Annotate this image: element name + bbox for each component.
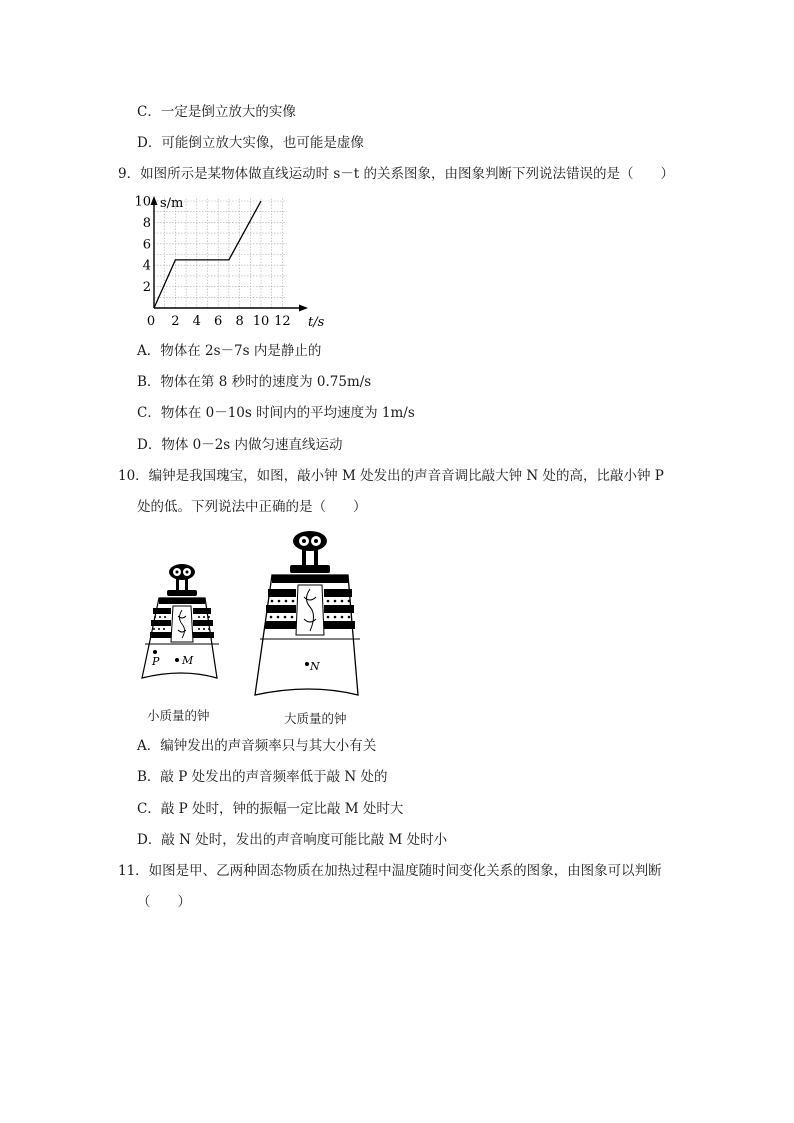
label-n: N	[310, 660, 320, 673]
y-tick-label: 2	[142, 280, 151, 296]
y-tick-label: 10	[134, 194, 151, 210]
label-m: M	[182, 654, 194, 667]
y-tick-label: 8	[142, 215, 151, 231]
q10-option-a: A．编钟发出的声音频率只与其大小有关	[137, 738, 377, 754]
x-tick-label: 12	[274, 314, 291, 329]
small-bell-caption: 小质量的钟	[147, 708, 210, 723]
q11-stem-line1: 11．如图是甲、乙两种固态物质在加热过程中温度随时间变化关系的图象，由图象可以判断	[118, 863, 662, 879]
q8-option-d: D．可能倒立放大实像，也可能是虚像	[137, 135, 364, 151]
origin-label: 0	[146, 314, 156, 329]
y-tick-labels	[134, 195, 151, 296]
x-tick-label: 10	[252, 314, 270, 329]
y-tick-label: 4	[142, 258, 151, 274]
q8-option-c: C．一定是倒立放大的实像	[137, 104, 296, 120]
x-tick-labels	[171, 314, 290, 329]
x-tick-label: 8	[235, 314, 244, 329]
q10-option-b: B．敲 P 处发出的声音频率低于敲 N 处的	[137, 769, 388, 785]
q9-option-c: C．物体在 0－10s 时间内的平均速度为 1m/s	[137, 405, 415, 421]
st-graph	[134, 192, 328, 332]
q11-stem-line2: （ ）	[137, 894, 191, 910]
x-tick-label: 2	[171, 314, 180, 329]
y-axis-arrow	[151, 196, 158, 205]
q9-stem: 9．如图所示是某物体做直线运动时 s－t 的关系图象，由图象判断下列说法错误的是（ ）	[118, 166, 675, 182]
large-bell-caption: 大质量的钟	[284, 711, 347, 726]
q9-option-d: D．物体 0－2s 内做匀速直线运动	[137, 437, 343, 453]
q10-stem-line2: 处的低。下列说法中正确的是（ ）	[137, 499, 367, 515]
q10-option-d: D．敲 N 处时，发出的声音响度可能比敲 M 处时小	[137, 832, 448, 848]
x-axis-arrow	[299, 305, 308, 312]
q9-option-b: B．物体在第 8 秒时的速度为 0.75m/s	[137, 374, 372, 390]
y-axis-label: s/m	[160, 196, 184, 211]
q10-stem-line1: 10．编钟是我国瑰宝，如图，敲小钟 M 处发出的声音音调比敲大钟 N 处的高，比敲小钟 P	[118, 468, 664, 484]
y-tick-label: 6	[142, 237, 151, 253]
graph-grid	[154, 197, 287, 308]
q9-option-a: A．物体在 2s－7s 内是静止的	[137, 343, 322, 359]
large-bell-figure	[252, 527, 368, 703]
x-tick-label: 6	[214, 314, 223, 329]
x-tick-label: 4	[192, 314, 201, 329]
x-axis-label: t/s	[308, 315, 325, 330]
label-p: P	[152, 655, 160, 668]
small-bell-figure	[137, 560, 227, 700]
q10-option-c: C．敲 P 处时，钟的振幅一定比敲 M 处时大	[137, 801, 404, 817]
